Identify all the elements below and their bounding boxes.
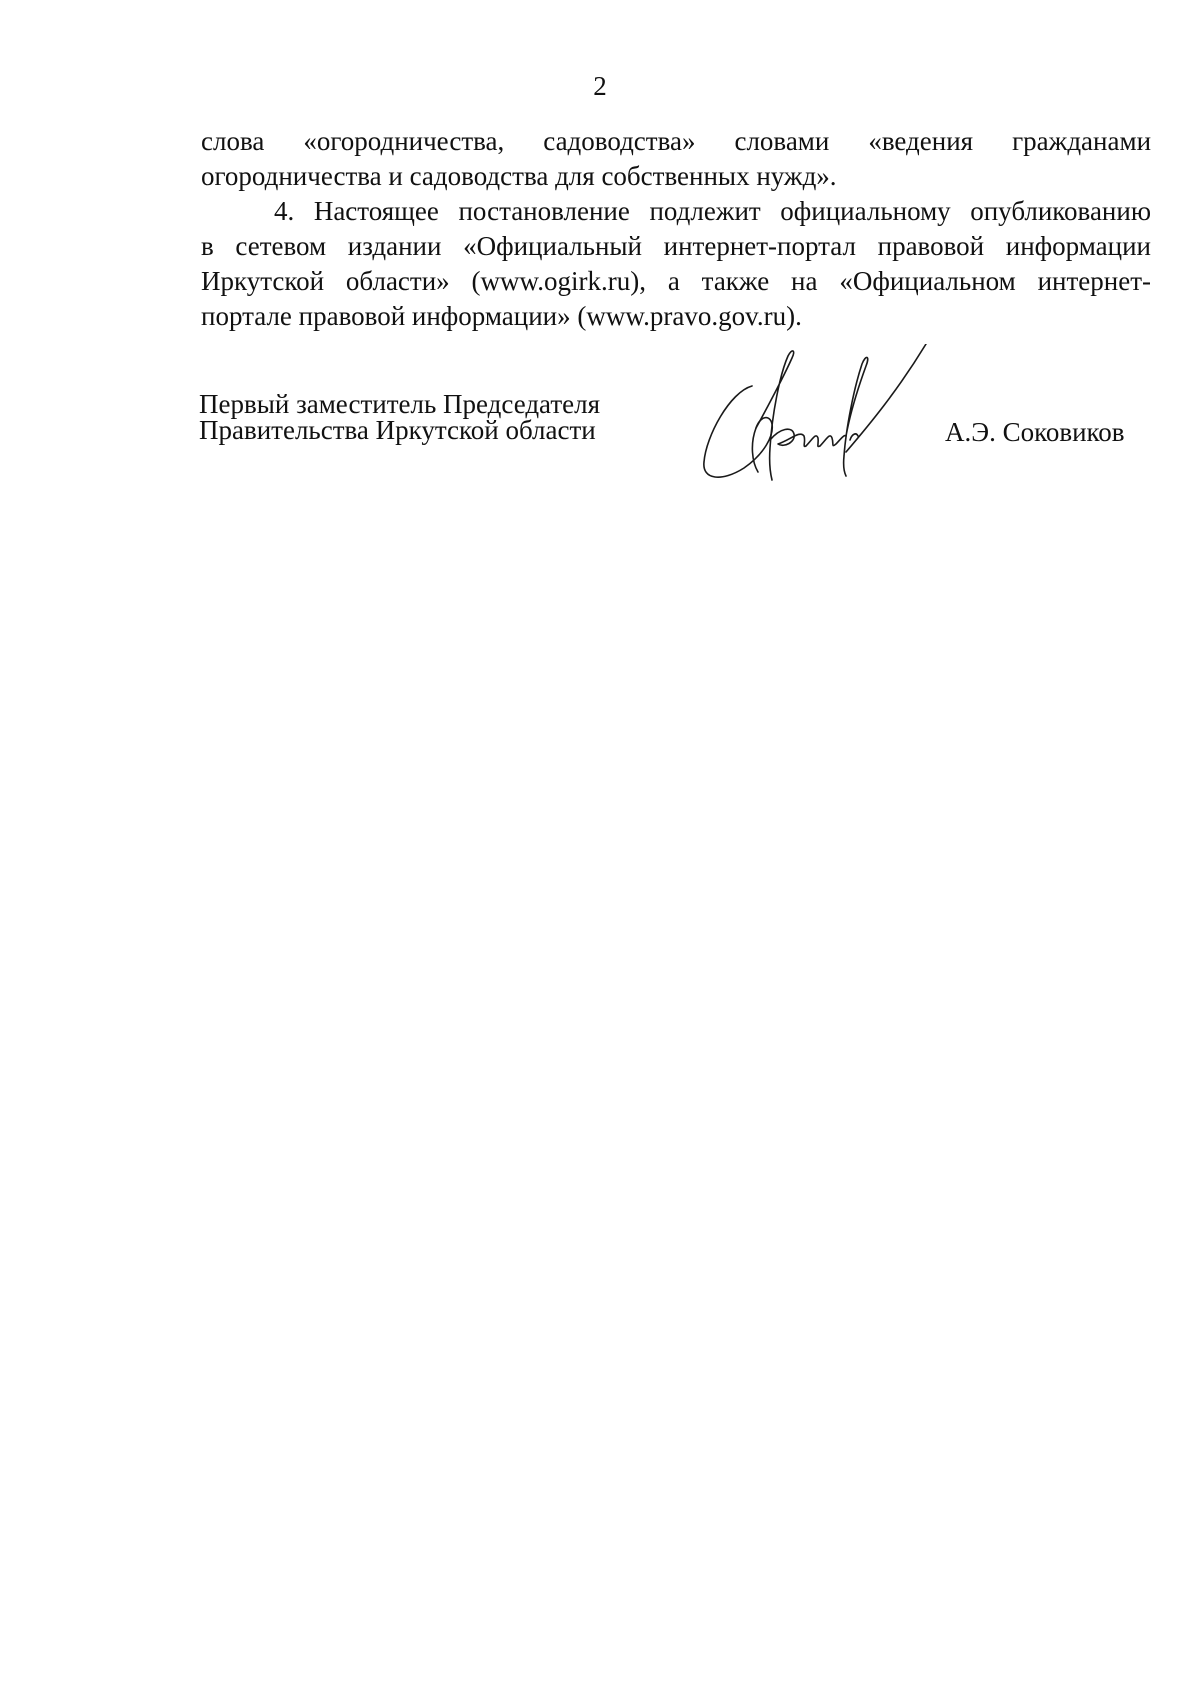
handwritten-signature (700, 344, 970, 484)
paragraph-4-line-3: Иркутской области» (www.ogirk.ru), а также на «Официальном интернет- (201, 266, 1151, 296)
signatory-position-line-2: Правительства Иркутской области (199, 415, 596, 445)
signatory-position (199, 391, 600, 443)
signatory-position-line-1: Первый заместитель Председателя (199, 389, 601, 419)
paragraph-3-line-2: огородничества и садоводства для собственных нужд». (201, 161, 837, 191)
paragraph-4-line-1: 4. Настоящее постановление подлежит официальному опубликованию (274, 196, 1151, 226)
paragraph-4-line-4: портале правовой информации» (www.pravo.gov.ru). (201, 301, 802, 331)
paragraph-4 (201, 194, 1151, 334)
paragraph-3-line-1: слова «огородничества, садоводства» словами «ведения гражданами (201, 126, 1152, 156)
page-number: 2 (593, 71, 607, 101)
paragraph-3-continuation (201, 124, 1151, 194)
paragraph-4-line-2: в сетевом издании «Официальный интернет-портал правовой информации (201, 231, 1151, 261)
signatory-name: А.Э. Соковиков (945, 417, 1125, 447)
